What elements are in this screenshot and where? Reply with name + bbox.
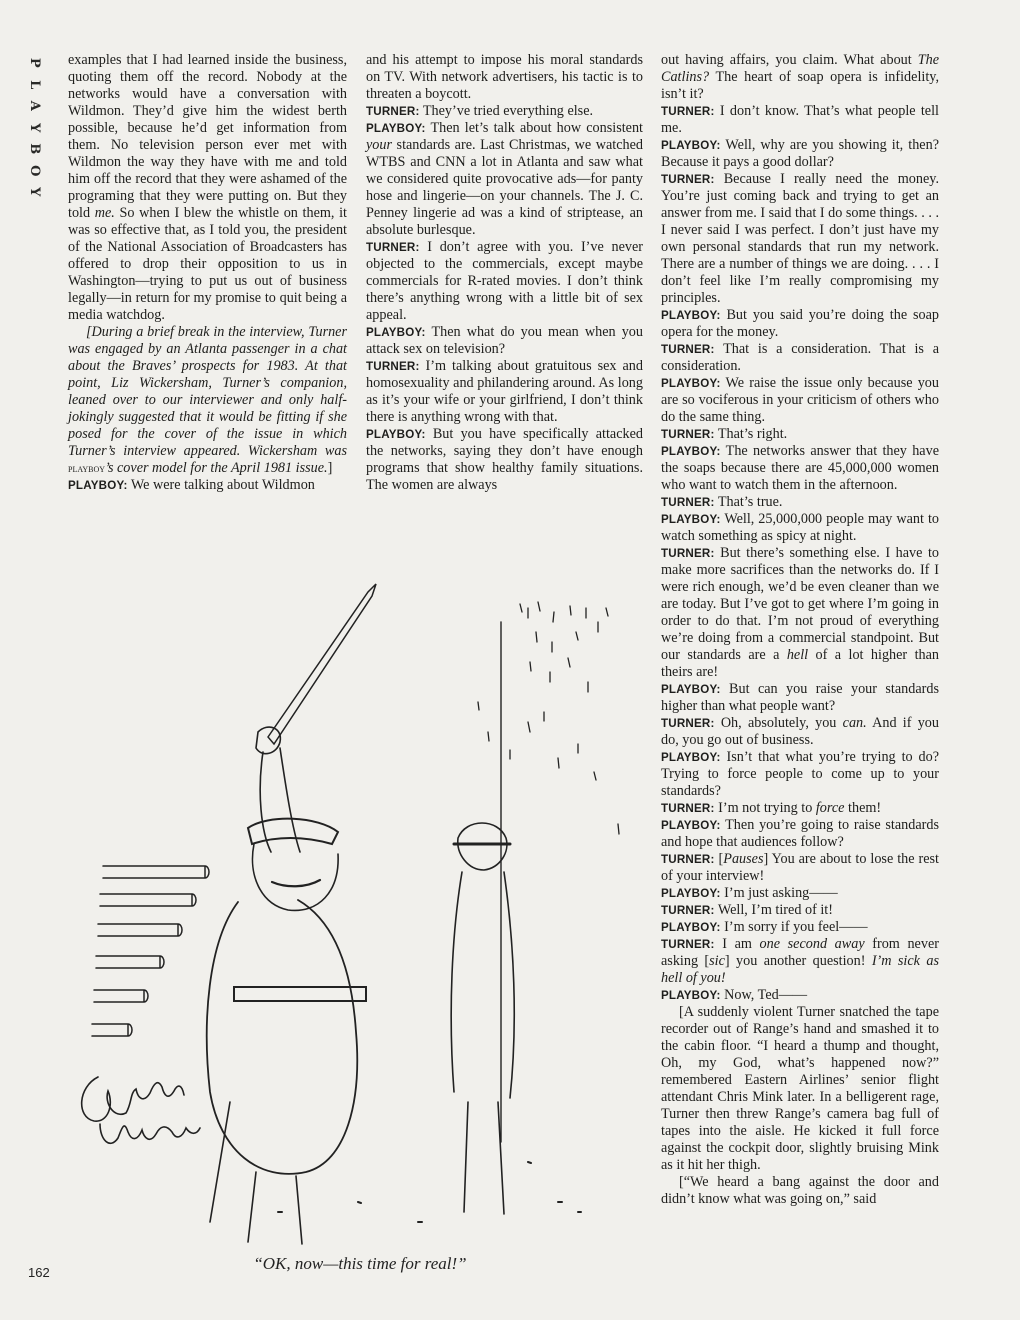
paragraph	[366, 103, 643, 120]
speaker-label: PLAYBOY:	[68, 479, 128, 492]
text: The networks answer that they have the soaps because there are 45,000,000 women who want to watch them in the afternoon.	[661, 443, 939, 493]
text: ]	[327, 460, 333, 476]
text: The heart of soap opera is infidelity, isn’t it?	[661, 69, 939, 102]
text: them!	[844, 800, 882, 816]
speaker-label: PLAYBOY:	[661, 513, 721, 526]
paragraph	[366, 324, 643, 358]
speaker-label: TURNER:	[661, 173, 715, 186]
speaker-label: PLAYBOY:	[661, 819, 721, 832]
text-column-1	[68, 52, 347, 494]
text: examples that I had learned inside the business, quoting them off the record. Nobody at the networks would have a conversation with Wildmon. They’d give him the widest berth possible, because he’d get information from them. No television person ever met with Wildmon the way they have with me and told him off the record that they were ashamed of the programing that they were putting on. But they told	[68, 52, 347, 221]
text: Isn’t that what you’re trying to do? Trying to force people to come up to your standards?	[661, 749, 939, 799]
speaker-label: PLAYBOY:	[366, 326, 426, 339]
firing-squad-barrels	[92, 866, 209, 1036]
paragraph	[661, 681, 939, 715]
paragraph	[661, 52, 939, 103]
emphasis: Pauses	[723, 851, 764, 867]
masthead-letter: L	[26, 79, 42, 89]
speaker-label: PLAYBOY:	[661, 887, 721, 900]
speaker-label: PLAYBOY:	[661, 139, 721, 152]
emphasis: can.	[842, 715, 867, 731]
paragraph	[661, 987, 939, 1004]
falling-figures	[478, 602, 619, 834]
prisoner-head	[458, 823, 507, 870]
text: Oh, absolutely, you	[714, 715, 843, 731]
emphasis: hell	[786, 647, 809, 663]
paragraph	[661, 494, 939, 511]
speaker-label: TURNER:	[366, 241, 420, 254]
speaker-label: PLAYBOY:	[366, 122, 426, 135]
emphasis: The Catlins?	[661, 52, 939, 85]
paragraph	[661, 375, 939, 426]
text: from never asking [	[661, 936, 939, 969]
paragraph	[366, 426, 643, 494]
text: I am	[714, 936, 760, 952]
text: [“We heard a bang against the door and didn’t know what was going on,” said	[661, 1174, 939, 1207]
paragraph	[661, 341, 939, 375]
paragraph	[68, 477, 347, 494]
masthead-letter: Y	[26, 122, 42, 132]
speaker-label: TURNER:	[661, 343, 715, 356]
text: But you said you’re doing the soap opera for the money.	[661, 307, 939, 340]
speaker-label: PLAYBOY:	[661, 309, 721, 322]
paragraph	[661, 851, 939, 885]
speaker-label: TURNER:	[661, 547, 715, 560]
paragraph	[661, 545, 939, 681]
editorial-aside	[68, 324, 347, 477]
text: But there’s something else. I have to make more sacrifices than the networks do. If I were rich enough, we’d be even cleaner than we are today. But I’ve got to get where I’m going in order to do that. I’m not proud of everything we’re doing from a commercial standpoint. But our standards are a	[661, 545, 939, 663]
emphasis: me.	[94, 205, 115, 221]
raised-arm	[260, 748, 300, 852]
speaker-label: TURNER:	[661, 853, 715, 866]
speaker-label: PLAYBOY:	[661, 751, 721, 764]
text: We raise the issue only because you are so vociferous in your criticism of others who do the same thing.	[661, 375, 939, 425]
speaker-label: TURNER:	[661, 904, 715, 917]
speaker-label: TURNER:	[661, 496, 715, 509]
officer-belt	[234, 987, 366, 1001]
paragraph	[661, 137, 939, 171]
paragraph	[661, 715, 939, 749]
text: Then let’s talk about how consistent	[425, 120, 643, 136]
masthead-letter: P	[26, 57, 42, 68]
text: I’m talking about gratuitous sex and homosexuality and philandering around. As long as it’s your wife or your girlfriend, I don’t think there is anything wrong with that.	[366, 358, 643, 425]
text: [A suddenly violent Turner snatched the tape recorder out of Range’s hand and smashed it to the cabin floor. “I heard a thump and thought, Oh, my God, what’s happened now?” remembered Eastern Airlines’ senior flight attendant Chris Mink later. In a belligerent rage, Turner then threw Range’s camera bag full of tapes into the aisle. He kicked it full force against the cockpit door, slightly bruising Mink as it hit her thigh.	[661, 1004, 939, 1173]
text: Well, why are you showing it, then? Because it pays a good dollar?	[661, 137, 939, 170]
text: That’s right.	[714, 426, 788, 442]
paragraph	[68, 52, 347, 324]
masthead-letter: Y	[26, 187, 42, 197]
prisoner-body	[451, 872, 514, 1098]
officer-legs	[210, 1102, 302, 1244]
text: ] you another question!	[724, 953, 872, 969]
small-caps-text: playboy	[68, 461, 106, 475]
speaker-label: TURNER:	[661, 938, 715, 951]
text: But can you raise your standards higher than what people want?	[661, 681, 939, 714]
emphasis: your	[366, 137, 393, 153]
ground-debris	[278, 1162, 581, 1222]
text: That’s true.	[714, 494, 783, 510]
masthead-letter: O	[26, 164, 42, 176]
paragraph	[366, 120, 643, 239]
text: And if you do, you go out of business.	[661, 715, 939, 748]
emphasis: one second away	[759, 936, 865, 952]
paragraph	[661, 919, 939, 936]
emphasis: I’m sick as hell of you!	[661, 953, 939, 986]
paragraph	[661, 511, 939, 545]
prisoner-legs	[464, 1102, 504, 1214]
speaker-label: TURNER:	[366, 360, 420, 373]
speaker-label: PLAYBOY:	[366, 428, 426, 441]
text-column-2	[366, 52, 643, 494]
text-column-3	[661, 52, 939, 1208]
text: Well, I’m tired of it!	[714, 902, 833, 918]
speaker-label: PLAYBOY:	[661, 989, 721, 1002]
masthead	[26, 52, 42, 203]
officer-grin	[272, 880, 320, 886]
paragraph	[366, 52, 643, 103]
paragraph	[366, 239, 643, 324]
speaker-label: TURNER:	[661, 802, 715, 815]
aside-text: ’s cover model for the April 1981 issue.	[105, 460, 328, 476]
text: Then what do you mean when you attack sex on television?	[366, 324, 643, 357]
artist-signature	[82, 1077, 200, 1143]
cartoon-illustration	[58, 562, 648, 1252]
text: ] You are about to lose the rest of your interview!	[661, 851, 939, 884]
prisoner-figure	[451, 823, 514, 1214]
text: I’m sorry if you feel——	[720, 919, 868, 935]
speaker-label: PLAYBOY:	[661, 683, 721, 696]
emphasis: force	[815, 800, 845, 816]
text: and his attempt to impose his moral standards on TV. With network advertisers, his tactic is to threaten a boycott.	[366, 52, 643, 102]
text: I’m just asking——	[720, 885, 838, 901]
text: [	[714, 851, 724, 867]
paragraph	[661, 800, 939, 817]
page-number: 162	[28, 1265, 50, 1280]
paragraph	[661, 885, 939, 902]
speaker-label: PLAYBOY:	[661, 377, 721, 390]
sword	[268, 584, 376, 744]
paragraph	[661, 817, 939, 851]
speaker-label: TURNER:	[366, 105, 420, 118]
text: We were talking about Wildmon	[127, 477, 315, 493]
paragraph	[661, 1174, 939, 1208]
paragraph	[366, 358, 643, 426]
text: Because I really need the money. You’re just coming back and trying to get an answer from me. I said that I do some things. . . . I never said I was perfect. I don’t just have my own personal standards that run my network. There are a number of things we are doing. . . . I don’t feel like I’m really compromising my principles.	[661, 171, 939, 306]
text: I’m not trying to	[714, 800, 816, 816]
text: out having affairs, you claim. What about	[661, 52, 918, 68]
text: Well, 25,000,000 people may want to watch something as spicy at night.	[661, 511, 939, 544]
officer-figure	[207, 584, 376, 1244]
text: I don’t know. That’s what people tell me.	[661, 103, 939, 136]
text: They’ve tried everything else.	[419, 103, 594, 119]
paragraph	[661, 443, 939, 494]
cartoon-caption: “OK, now—this time for real!”	[253, 1254, 467, 1273]
text: I don’t agree with you. I’ve never objected to the commercials, except maybe commercials for R-rated movies. I don’t think there’s anything wrong with a little bit of sex appeal.	[366, 239, 643, 323]
paragraph	[661, 902, 939, 919]
paragraph	[661, 103, 939, 137]
speaker-label: TURNER:	[661, 105, 715, 118]
speaker-label: PLAYBOY:	[661, 445, 721, 458]
text: But you have specifically attacked the networks, saying they don’t have enough programs that show healthy family situations. The women are always	[366, 426, 643, 493]
text: So when I blew the whistle on them, it was so effective that, as I told you, the president of the National Association of Broadcasters has offered to drop their opposition to us in Washington—trying to put us out of business legally—in return for my promise to quit being a media watchdog.	[68, 205, 347, 323]
paragraph	[661, 749, 939, 800]
text: Then you’re going to raise standards and hope that audiences follow?	[661, 817, 939, 850]
paragraph	[661, 307, 939, 341]
paragraph	[661, 171, 939, 307]
paragraph	[661, 1004, 939, 1174]
officer-coat	[207, 900, 357, 1174]
speaker-label: TURNER:	[661, 717, 715, 730]
text: Now, Ted——	[720, 987, 808, 1003]
paragraph	[661, 426, 939, 443]
speaker-label: PLAYBOY:	[661, 921, 721, 934]
text: standards are. Last Christmas, we watched WTBS and CNN a lot in Atlanta and saw what we considered quite provocative ads—for panty hose and lingerie—on your channels. The J. C. Penney lingerie ad was a kind of striptease, an absolute burlesque.	[366, 137, 643, 238]
masthead-letter: B	[26, 143, 42, 155]
masthead-letter: A	[26, 100, 42, 111]
speaker-label: TURNER:	[661, 428, 715, 441]
emphasis: sic	[709, 953, 725, 969]
text: That is a consideration. That is a consideration.	[661, 341, 939, 374]
text: of a lot higher than theirs are!	[661, 647, 939, 680]
aside-text: [During a brief break in the interview, Turner was engaged by an Atlanta passenger in a chat about the Braves’ prospects for 1983. At that point, Liz Wickersham, Turner’s companion, leaned over to our interviewer and only half-jokingly suggested that it would be fitting if she posed for the cover of the issue in which Turner’s interview appeared. Wickersham was	[68, 324, 347, 459]
paragraph	[661, 936, 939, 987]
officer-face	[252, 844, 338, 910]
